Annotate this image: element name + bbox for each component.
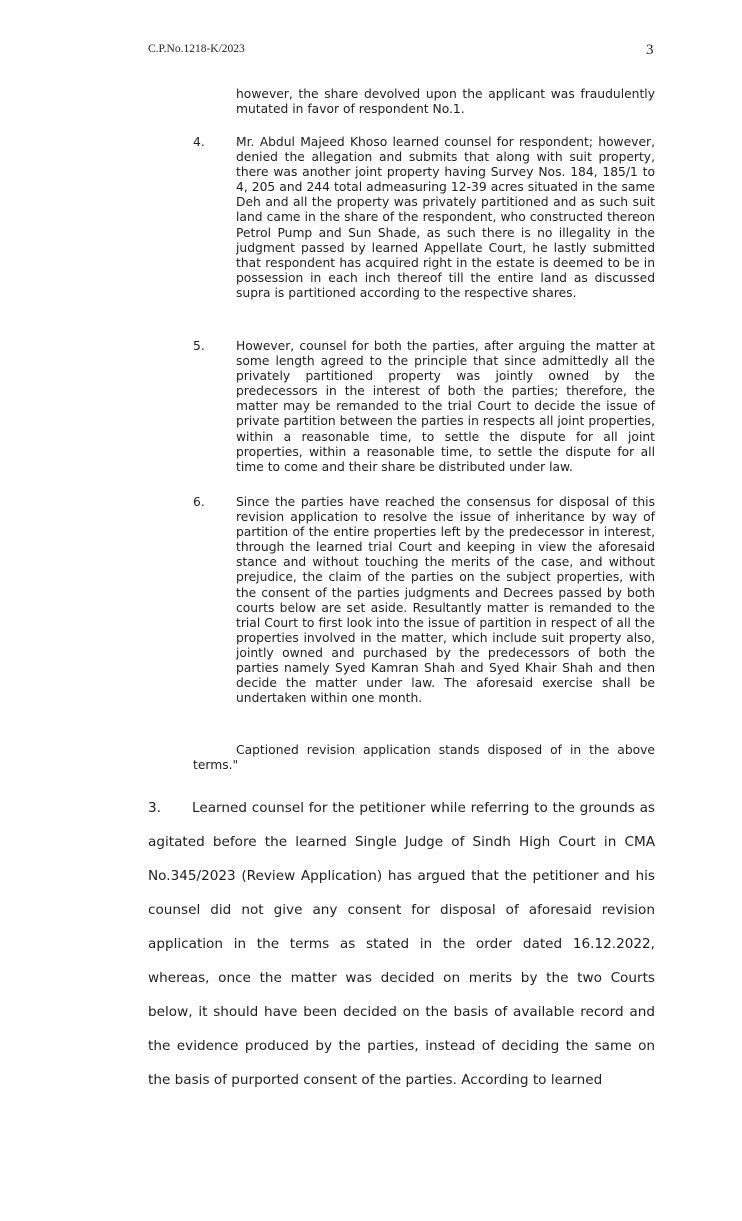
quoted-para-5-number: 5. (193, 339, 205, 353)
quoted-para-6-number: 6. (193, 495, 205, 509)
quoted-closing: Captioned revision application stands disposed of in the above terms." (193, 743, 655, 773)
quoted-para-4-text: Mr. Abdul Majeed Khoso learned counsel for respondent; however, denied the allegation and submits that along with suit property, there was another joint property having Survey Nos. 184, 185/1 to 4, 205 and 244 total admeasuring 12-39 acres situated in the same Deh and all the property was privately partitioned and as such suit land came in the share of the respondent, who constructed thereon Petrol Pump and Sun Shade, as such there is no illegality in the judgment passed by learned Appellate Court, he lastly submitted that respondent has acquired right in the estate is deemed to be in possession in each inch thereof till the entire land as discussed supra is partitioned according to the respective shares. (236, 135, 655, 300)
quoted-para-6-text: Since the parties have reached the consensus for disposal of this revision application to resolve the issue of inheritance by way of partition of the entire properties left by the predecessor in interest, through the learned trial Court and keeping in view the aforesaid stance and without touching the merits of the case, and without prejudice, the claim of the parties on the subject properties, with the consent of the parties judgments and Decrees passed by both courts below are set aside. Resultantly matter is remanded to the trial Court to first look into the issue of partition in respect of all the properties involved in the matter, which include suit property also, jointly owned and purchased by the predecessors of both the parties namely Syed Kamran Shah and Syed Khair Shah and then decide the matter under law. The aforesaid exercise shall be undertaken within one month. (236, 495, 655, 706)
quoted-para-4-number: 4. (193, 135, 205, 149)
page-number: 3 (646, 42, 654, 58)
quoted-continuation: however, the share devolved upon the applicant was fraudulently mutated in favor of respondent No.1. (236, 87, 655, 117)
body-paragraph-number: 3. (148, 800, 161, 816)
body-paragraph-3 (148, 791, 655, 1097)
body-paragraph-text: Learned counsel for the petitioner while referring to the grounds as agitated before the learned Single Judge of Sindh High Court in CMA No.345/2023 (Review Application) has argued that the petitioner and his counsel did not give any consent for disposal of aforesaid revision application in the terms as stated in the order dated 16.12.2022, whereas, once the matter was decided on merits by the two Courts below, it should have been decided on the basis of available record and the evidence produced by the parties, instead of deciding the same on the basis of purported consent of the parties. According to learned (148, 800, 655, 1088)
quoted-para-5-text: However, counsel for both the parties, after arguing the matter at some length agreed to the principle that since admittedly all the privately partitioned property was jointly owned by the predecessors in the interest of both the parties; therefore, the matter may be remanded to the trial Court to decide the issue of private partition between the parties in respects all joint properties, within a reasonable time, to settle the dispute for all joint properties, within a reasonable time, to settle the dispute for all time to come and their share be distributed under law. (236, 339, 655, 474)
case-number: C.P.No.1218-K/2023 (148, 43, 245, 55)
